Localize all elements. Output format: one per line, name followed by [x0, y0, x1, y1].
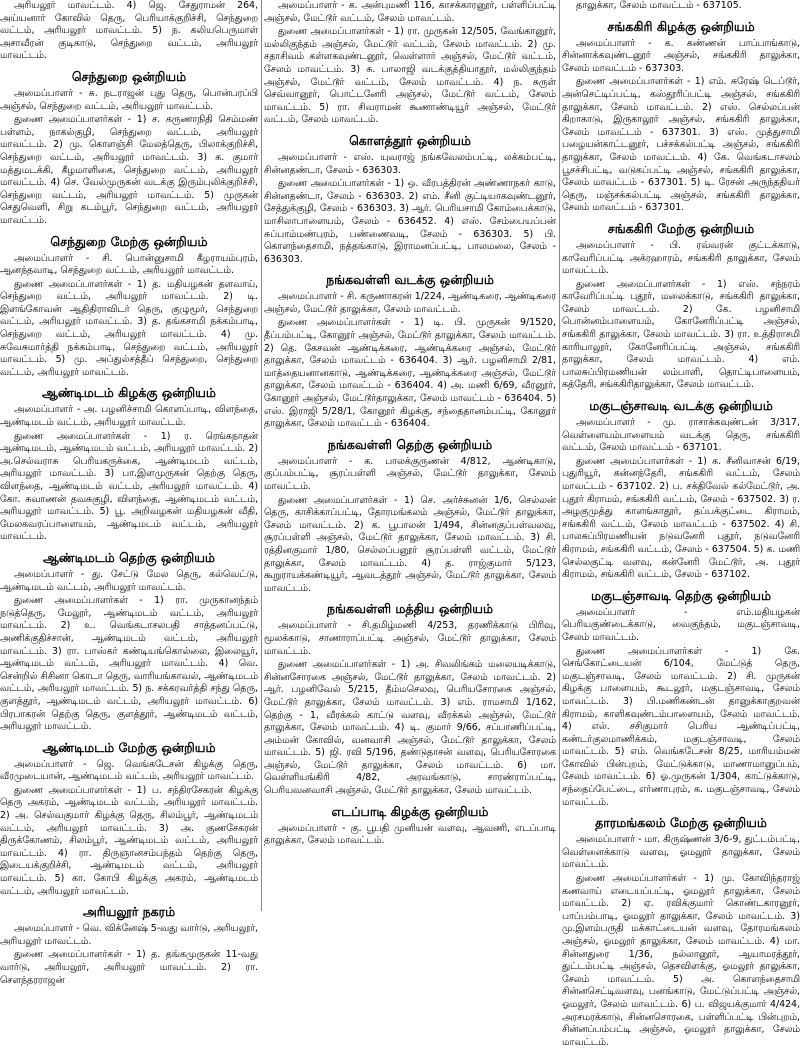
- entry-paragraph: அமைப்பாளர் - சி. பொன்னுசாமி கீழராயம்புரம், ஆனந்தவாடி, செந்துறை வட்டம், அரியலூர் மாவட்டம்.: [0, 252, 258, 277]
- column-1: [0, 0, 258, 986]
- section-heading: மகுடஞ்சாவடி தெற்கு ஒன்றியம்: [590, 587, 772, 603]
- entry-paragraph: துணை அமைப்பாளர்கள் - 1) க. சீனிவாசன் 6/19, புதுரியூர், கன்னந்தேரி, சங்ககிரி வட்டம், சேலம் மாவட்டம் - 637102. 2) ப. சக்திவேல் கல்மேட்டூர், அ. புதூர் கிராமம், சங்ககிரி வட்டம், சேலம் - 637502. 3) ர. அழகுமுத்து காளங்காதூர், தப்பக்குட்டை கிராமம், சங்ககிரி வட்டம், சேலம் மாவட்டம் - 637502. 4) சி. பாலசுப்பிரமணியன் நடுவனேரி புதூர், நடுவனேரி கிராமம், சங்ககிரி வட்டம், சேலம் - 637504. 5) க. மணி செல்லகுட்டி வளவு, கன்னேரி மேட்டூர், அ. புதூர் கிராமம், சங்ககிரி வட்டம், சேலம் - 637102.: [562, 455, 800, 581]
- section-heading: கொளத்தூர் ஒன்றியம்: [349, 132, 471, 148]
- section-heading: சங்ககிரி மேற்கு ஒன்றியம்: [607, 220, 755, 236]
- section: [264, 128, 556, 266]
- entry-paragraph: துணை அமைப்பாளர்கள் - 1) செ. அர்ச்சுனன் 1/6, செல்லன் தெரு, காசிக்காப்பட்டி, தோரமங்கலம் அஞ்சல், மேட்டூர் தாலுக்கா, சேலம் மாவட்டம். 2) க. பூபாலன் 1/494, சின்னகுப்பள்வலவு, சூரப்பள்ளி அஞ்சல், மேட்டூர் தாலுக்கா, சேலம் மாவட்டம். 3) சி. ரத்தினகுமார் 1/80, செல்லப்பனூர் சூரப்பள்ளி வட்டம், மேட்டூர் தாலுக்கா, சேலம் மாவட்டம். 4) த. ராஜ்குமார் 5/123, கூறுராயக்கண்டியூர், ஆவடத்தூர் அஞ்சல், மேட்டூர் தாலுக்கா, சேலம் மாவட்டம்.: [264, 494, 556, 594]
- section-heading: எடப்பாடி கிழக்கு ஒன்றியம்: [331, 803, 489, 819]
- section: [562, 810, 800, 1049]
- section: [0, 735, 258, 899]
- section: [0, 64, 258, 228]
- entry-paragraph: அமைப்பாளர் - க. கண்ணன் பாப்பாங்காடு, சின்னாக்கவுண்டனூர் அஞ்சல், சங்ககிரி தாலுக்கா, சேலம் மாவட்டம் - 637303.: [562, 37, 800, 74]
- entry-paragraph: துணை அமைப்பாளர்கள் - 1) ர. ரெங்கநாதன் ஆண்டிமடம், ஆண்டிமடம் வட்டம், அரியலூர் மாவட்டம். 2) அ.செல்வராசு பெரியகருக்கை, ஆண்டிமடம் வட்டம், அரியலூர் மாவட்டம். 3) பா.இளமுருகன் தெற்கு தெரு, விளந்தை, ஆண்டிமடம் வட்டம், அரியலூர் மாவட்டம். 4) கோ. சுவாணன் தவசுகுழி, விளந்தை, ஆண்டிமடம் வட்டம், அரியலூர் மாவட்டம். 5) பூ. அறிவழகன் மதியழகன் வீதி, மேலகவரப்பாளையம், ஆண்டிமடம் வட்டம், அரியலூர் மாவட்டம்.: [0, 430, 258, 543]
- entry-paragraph: துணை அமைப்பாளர்கள் - 1) ச. கருணாநிதி செம்மண் பள்ளம், நாகல்குழி, செந்துறை வட்டம், அரியலூர் மாவட்டம். 2) மு. கொளஞ்சி மேலத்தெரு, பிலாக்குறிச்சி, செந்துறை வட்டம், அரியலூர் மாவட்டம். 3) க. குமார் மத்துமடக்கி, கீழமாளிகை, செந்துறை வட்டம், அரியலூர் மாவட்டம். 4) செ. வேல்முருகன் வடக்கு இரும்புலிக்குறிச்சி, செந்துறை வட்டம், அரியலூர் மாவட்டம். 5) முருகன் செதுவெளி, சிறு கடம்பூர், செந்துறை வட்டம், அரியலூர் மாவட்டம்.: [0, 114, 258, 226]
- section: [264, 0, 556, 127]
- entry-paragraph: அமைப்பாளர் - வெ. விக்னேஷ் 5-வது வார்டு, அரியலூர், அரியலூர் மாவட்டம்.: [0, 923, 258, 947]
- section: [562, 393, 800, 582]
- column-divider: [559, 0, 560, 911]
- section: [0, 380, 258, 544]
- section: [0, 545, 258, 734]
- section-heading: மகுடஞ்சாவடி வடக்கு ஒன்றியம்: [589, 398, 773, 414]
- column-divider: [261, 0, 262, 911]
- section: [562, 0, 800, 13]
- section-heading: தாரமங்கலம் மேற்கு ஒன்றியம்: [595, 815, 767, 831]
- section-heading: ஆண்டிமடம் மேற்கு ஒன்றியம்: [42, 739, 216, 755]
- entry-paragraph: துணை அமைப்பாளர்கள் - 1) த. தங்கமுருகன் 11-வது வார்டு, அரியலூர், அரியலூர் மாவட்டம். 2) ரா. சௌந்தரராஜன்: [0, 949, 258, 986]
- entry-paragraph: அமைப்பாளர் - பி. ரவ்வரன் குட்டக்காடு, காவேரிப்பட்டி அக்ரஹாரம், சங்ககிரி தாலுக்கா, சேலம் மாவட்டம்.: [562, 239, 800, 277]
- entry-paragraph: அமைப்பாளர் - மு. ராசாக்கவுண்டன் 3/317, வெள்ளையம்பாளையம் வடக்கு தெரு, சங்ககிரி வட்டம், சேலம் மாவட்டம் - 637101.: [562, 417, 800, 454]
- entry-paragraph: துணை அமைப்பாளர்கள் - 1) டி. பி. முருகன் 9/1520, தீப்பம்பட்டி, கோனூர் அஞ்சல், மேட்டூர் தாலுக்கா, சேலம் மாவட்டம். 2) தெ. கேசவன் ஆண்டிக்கரை, ஆண்டிக்கரை அஞ்சல், மேட்டூர் தாலுக்கா, சேலம் மாவட்டம் - 636404. 3) ஆர். பழனிசாமி 2/81, மாத்தையனானகாடு, ஆண்டிக்கரை, ஆண்டிக்கரை அஞ்சல், மேட்டூர் தாலுக்கா, சேலம் மாவட்டம் - 636404. 4) அ. மணி 6/69, வீரனூர், கோனூர் அஞ்சல், மேட்டூர்தாலுக்கா, சேலம் மாவட்டம் - 636404. 5) எஸ். இராஜி 5/28/1, கோனூர் கிழக்கு, சந்தைதானம்பட்டி, கோனூர் தாலுக்கா, சேலம் மாவட்டம் - 636404.: [264, 317, 556, 430]
- entry-paragraph: துணை அமைப்பாளர்கள் - 1) ஒ. வீரபத்திரன் அண்ணாநகர் காடு, சின்னதண்டா, சேலம் - 636303. 2) எம். சீனி குட்டியாகவுண்டனூர், சேத்துக்குழி, சேலம் - 636303. 3) ஆர். பெரியசாமி கோம்பைக்காடு, மாசிலாபாளையம், சேலம் - 636452. 4) எஸ். சேம்பையப்பன் சுப்பாம்மண்புரம், பண்ணைவடி, சேலம் - 636303. 5) பி. கொளந்தைசாமி, நத்தங்காடு, இராமனப்பட்டி, பாலமலை, சேலம் - 636303.: [264, 178, 556, 265]
- entry-paragraph: அமைப்பாளர் - து. சேட்டு மேல தெரு, கல்வெட்டு, ஆண்டிமடம் வட்டம், அரியலூர் மாவட்டம்.: [0, 568, 258, 593]
- section-heading: நங்கவள்ளி தெற்கு ஒன்றியம்: [327, 436, 493, 452]
- section: [562, 583, 800, 810]
- entry-paragraph: அமைப்பாளர் - சு. நடராஜன் புது தெரு, பொன்பரப்பி அஞ்சல், செந்துறை வட்டம், அரியலூர் மாவட்டம்.: [0, 87, 258, 112]
- section: [0, 0, 258, 63]
- section: [0, 229, 258, 380]
- entry-paragraph: துணை அமைப்பாளர்கள் - 1) ரா. முருகானந்தம் நடுத்தெரு, மேலூர், ஆண்டிமடம் வட்டம், அரியலூர் மாவட்டம். 2) உ. வெங்கடாசலபதி சாத்தனப்பட்டு, அணிக்குதிச்சான், ஆண்டிமடம் வட்டம், அரியலூர் மாவட்டம். 3) ரா. பாஸ்கர் கண்டியங்கொல்லை, இலையூர், ஆண்டிமடம் வட்டம், அரியலூர் மாவட்டம். 4) வெ. சென்றில் சிசினா கொடா தெரு, வாரியங்காவல், ஆண்டிமடம் வட்டம், அரியலூர் மாவட்டம். 5) ந. சக்கரவர்த்தி சந்து தெரு, குளத்தூர், ஆண்டிமடம் வட்டம், அரியலூர் மாவட்டம். 6) பிரபாகரன் தெற்கு தெரு, குளத்தூர், ஆண்டிமடம் வட்டம், அரியலூர் மாவட்டம்.: [0, 595, 258, 733]
- entry-paragraph: அமைப்பாளர் - ஜெ. வெங்கடேசன் கிழக்கு தெரு, வீரமுடையான், ஆண்டிமடம் வட்டம், அரியலூர் மாவட்டம்.: [0, 758, 258, 783]
- entry-paragraph: துணை அமைப்பாளர்கள் - 1) ரா. முருகன் 12/505, வேங்கானூர், மல்லிகுந்தம் அஞ்சல், மேட்டூர் வட்டம், சேலம் மாவட்டம். 2) மு. சதாசிவம் கள்ளகவுண்டனூர், வெள்ளார் அஞ்சல், மேட்டூர் வட்டம், சேலம் மாவட்டம். 3) சு. பாலாஜி வடக்குத்தியாதூர், மல்லிகுந்தம் அஞ்சல், மேட்டூர் வட்டம், சேலம் மாவட்டம். 4) ந. சுருள் செவ்வானூர், பொட்டனேரி அஞ்சல், மேட்டூர் வட்டம், சேலம் மாவட்டம். 5) ரா. சிவராமன் கூணாண்டியூர் அஞ்சல், மேட்டூர் வட்டம், சேலம் மாவட்டம்.: [264, 26, 556, 126]
- entry-paragraph: துணை அமைப்பாளர்கள் - 1) அ. சிவலிங்கம் மலையடிக்காடு, சின்னசோரகை அஞ்சல், மேட்டூர் தாலுக்கா, சேலம் மாவட்டம். 2) ஆர். பழனிவேல் 5/215, தீம்மசெலவு, பெரியசோரகை அஞ்சல், மேட்டூர் தாலுக்கா, சேலம் மாவட்டம். 3) எம். ராமசாமி 1/162, தெற்கு - 1, வீரக்கல் காட்டு வளவு, வீரக்கல் அஞ்சல், மேட்டூர் தாலுக்கா, சேலம் மாவட்டம். 4) டி. குமார் 9/66, சப்பாணிப்பட்டி, அம்மன் கோவில், வனவாசி அஞ்சல், மேட்டூர் தாலுக்கா, சேலம் மாவட்டம். 5) ஜி. ரவி 5/196, தண்டுதாசன் வளவு, பெரியசோரகை அஞ்சல், மேட்டூர் தாலுக்கா, சேலம் மாவட்டம். 6) மா. வெள்ளியங்கிரி 4/82, அரவங்காடு, சாரண்ராப்பட்டி, பெரியவனவாசி அஞ்சல், மேட்டூர் தாலுக்கா, சேலம் மாவட்டம்.: [264, 659, 556, 797]
- column-2: [264, 0, 556, 911]
- entry-paragraph: துணை அமைப்பாளர்கள் - 1) த. மதியழகன் தளவாய், செந்துறை வட்டம், அரியலூர் மாவட்டம். 2) டி. இளங்கோவன் ஆதிதிராவிடர் தெரு, குழுமூர், செந்துறை வட்டம், அரியலூர் மாவட்டம். 3) த. தங்கசாமி நக்கம்பாடி, செந்துறை வட்டம், அரியலூர் மாவட்டம். 4) மு. சுவேசுமார்த்தி நக்கம்பாடி, செந்துறை வட்டம், அரியலூர் மாவட்டம். 5) மு. அப்துல்சத்தீப் செந்துறை, செந்துறை வட்டம், அரியலூர் மாவட்டம்.: [0, 278, 258, 378]
- entry-paragraph: துணை அமைப்பாளர்கள் - 1) கே. செங்கோட்டையன் 6/104, மேட்டுத் தெரு, மகுடஞ்சாவடி, சேலம் மாவட்டம். 2) சி. முருகன் கிழக்கு பாளையம், கூடலூர், மகுடஞ்சாவடி, சேலம் மாவட்டம். 3) பி.மணிகண்டன் தானுக்காகுறவன் கிராமம், காளிகவுண்டம்பாளையம், சேலம் மாவட்டம். 4) எல். சசிகுமார் பெரிய ஆண்டிப்பட்டி, கண்டர்குலமாணிக்கம், மகுடஞ்சாவடி, சேலம் மாவட்டம். 5) எம். வெங்கடேசன் 8/25, மாரியம்மன் கோவில் பின்புறம், மேட்டுக்காடு, மாணாமானுப்பம், சேலம் மாவட்டம். 6) ஓ.முருகன் 1/304, காட்டுக்காடு, சந்தைப்பேட்டை, எர்ணாபுரம், க. மகுடஞ்சாவடி, சேலம் மாவட்டம்.: [562, 645, 800, 808]
- section: [264, 799, 556, 848]
- entry-paragraph: அமைப்பாளர் - க. அன்புமணி 116, காசக்காரனூர், பள்ளிப்பட்டி அஞ்சல், மேட்டூர் வட்டம், சேலம் மாவட்டம்.: [264, 0, 556, 24]
- section: [0, 899, 258, 987]
- entry-paragraph: அமைப்பாளர் - சி.தமிழ்மணி 4/253, தரணிக்காடு பிரிவு, மூலக்காடு, சாணாராப்பட்டி அஞ்சல், மேட்டூர் தாலுக்கா, சேலம் மாவட்டம்.: [264, 620, 556, 657]
- section-heading: அரியலூர் நகரம்: [82, 904, 176, 920]
- entry-paragraph: அமைப்பாளர் - எம்.மதியழகன் பெரியகுண்டைக்காடு, வைகுந்தம், மகுடஞ்சாவடி, சேலம் மாவட்டம்.: [562, 606, 800, 643]
- entry-paragraph: அமைப்பாளர் - க. பாலக்குருணன் 4/812, ஆண்டிகாடு, குப்பம்பட்டி, சூரப்பள்ளி அஞ்சல், மேட்டூர் தாலுக்கா, சேலம் மாவட்டம்.: [264, 455, 556, 492]
- entry-paragraph: அமைப்பாளர் - அ. பழனிச்சாமி கொளப்பாடி, விளந்தை, ஆண்டிமடம் வட்டம், அரியலூர் மாவட்டம்.: [0, 404, 258, 429]
- entry-paragraph: துணை அமைப்பாளர்கள் - 1) எம். சுரேஷ் டெப்டூர், அன்செட்டிப்பட்டி, கஸ்தூரிப்பட்டி அஞ்சல், சங்ககிரி தாலுக்கா, சேலம் மாவட்டம். 2) எஸ். செல்லப்பன் கிறாகாடு, இருகாலூர் அஞ்சல், சங்ககிரி தாலுக்கா, சேலம் மாவட்டம் - 637301. 3) எஸ். முத்துசாமி பழையன்காட்டனூர், பச்சக்கல்பட்டி அஞ்சல், சங்ககிரி தாலுக்கா, சேலம் மாவட்டம். 4) கே. வெங்கடாசலம் பூசச்சிபட்டி, வடுகப்பட்டி அஞ்சல், சங்ககிரி தாலுக்கா, சேலம் மாவட்டம் - 637301. 5) டி. ரேசன் அருந்ததியர் தெரு, மஞ்சக்கல்பட்டி அஞ்சல், சங்ககிரி தாலுக்கா, சேலம் மாவட்டம் - 637301.: [562, 76, 800, 214]
- entry-paragraph: அமைப்பாளர் - சி. கருணாகரன் 1/224, ஆண்டிகரை, ஆண்டிகரை அஞ்சல், மேட்டூர் தாலுக்கா, சேலம் மாவட்டம்.: [264, 291, 556, 315]
- entry-paragraph: துணை அமைப்பாளர்கள் - 1) எஸ். சந்நரம் காவேரிப்பட்டி புதூர், மலைக்காடு, சங்ககிரி தாலுக்கா, சேலம் மாவட்டம். 2) கே. பழனிசாமி பொன்னம்பாளையம், கோனேரிப்பட்டி அஞ்சல், சங்ககிரி தாலுக்கா, சேலம் மாவட்டம். 3) ரா. உத்திராசமி காரியாலூர், கோனேரிப்பட்டி அஞ்சல், சங்ககிரி தாலுக்கா, சேலம் மாவட்டம். 4) எம். பாலசுப்பிரமணியன் லம்பாளி, தொட்டிபாளையம், கத்தேரி, சங்ககிரிதாலுக்கா, சேலம் மாவட்டம்.: [562, 278, 800, 391]
- entry-paragraph: துணை அமைப்பாளர்கள் - 1) மு. கோவிந்தராஜ் கணவாய் எடையப்பட்டி, ஓமலூர் தாலுக்கா, சேலம் மாவட்டம். 2) ஏ. ரவிக்குமார் கொண்டகாரனூர், பாப்பம்பாடி, ஓமலூர் தாலுக்கா, சேலம் மாவட்டம். 3) மு.இளம்பருதி மக்காட்டையன் வளவு, தோரமங்கலம் அஞ்சல், ஓமலூர் தாலுக்கா, சேலம் மாவட்டம். 4) மா. சின்னதுரை 1/36, நல்லானூர், ஆயாமரத்தூர், துட்டம்பட்டி அஞ்சல், தெசவிளக்கு, ஓமலூர் தாலுக்கா, சேலம் மாவட்டம். 5) அ. கொளந்தைசாமி சின்னசெட்டிவளவு, பனங்காடு, மேட்டுப்பட்டி அஞ்சல், ஓமலூர், சேலம் மாவட்டம். 6) ப. விஜயக்குமார் 4/424, அரசமரக்காடு, சின்னசொரகை, பள்ளிப்பட்டி பின்புறம், சின்னப்பம்பட்டி அஞ்சல், ஓமலூர் தாலுக்கா, சேலம் மாவட்டம்.: [562, 873, 800, 1048]
- section-heading: செந்துறை ஒன்றியம்: [71, 68, 187, 84]
- entry-paragraph: தாலுக்கா, சேலம் மாவட்டம் - 637105.: [576, 0, 742, 11]
- section: [264, 267, 556, 431]
- entry-paragraph: துணை அமைப்பாளர்கள் - 1) ப. சந்திரசேகரன் கிழக்கு தெரு அகரம், ஆண்டிமடம் வட்டம், அரியலூர் மாவட்டம். 2) அ. செல்வகுமார் கிழக்கு தெரு, சிலம்பூர், ஆண்டிமடம் வட்டம், அரியலூர் மாவட்டம். 3) அ. குணசேகரன் திருக்கோணம், சிலம்பூர், ஆண்டிமடம் வட்டம், அரியலூர் மாவட்டம். 4) ரா. திருஞானசம்பந்தம் தெற்கு தெரு, இடையக்குறிச்சி, ஆண்டிமடம் வட்டம், அரியலூர் மாவட்டம். 5) கா. கோபி கிழக்கு அகரம், ஆண்டிமடம் வட்டம், அரியலூர் மாவட்டம்.: [0, 784, 258, 897]
- section: [264, 432, 556, 596]
- entry-paragraph: அமைப்பாளர் - எஸ். யுவராஜ் நங்கவேலம்பட்டி, லக்கம்பட்டி, சின்னதண்டா, சேலம் - 636303.: [264, 151, 556, 176]
- entry-paragraph: அமைப்பாளர் - கு. பூபதி முனியன் வளவு, ஆவணி, எடப்பாடி தாலுக்கா, சேலம் மாவட்டம்.: [264, 822, 556, 847]
- section-heading: ஆண்டிமடம் கிழக்கு ஒன்றியம்: [42, 385, 216, 401]
- entry-paragraph: அரியலூர் மாவட்டம். 4) ஜெ. சேதுராமன் 264, அய்யனார் கோவில் தெரு, பெரியாக்குறிச்சி, செந்துறை வட்டம், அரியலூர் மாவட்டம். 5) ந. கலியபெருமாள் அசாவீரன் குடிகாடு, செந்துறை வட்டம், அரியலூர் மாவட்டம்.: [0, 0, 258, 62]
- section-heading: நங்கவள்ளி வடக்கு ஒன்றியம்: [326, 272, 494, 288]
- entry-paragraph: அமைப்பாளர் - மா. கிருஷ்ணன் 3/6-9, துட்டம்பட்டி, வெள்ளைக்காடு வளவு, ஓமலூர் தாலுக்கா, சேலம் மாவட்டம்.: [562, 834, 800, 871]
- section-heading: செந்துறை மேற்கு ஒன்றியம்: [50, 233, 208, 249]
- section: [562, 216, 800, 392]
- section-heading: சங்ககிரி கிழக்கு ஒன்றியம்: [607, 18, 755, 34]
- section: [562, 14, 800, 215]
- section-heading: நங்கவள்ளி மத்திய ஒன்றியம்: [326, 601, 493, 617]
- section-heading: ஆண்டிமடம் தெற்கு ஒன்றியம்: [43, 549, 215, 565]
- section: [264, 596, 556, 797]
- column-3: [562, 0, 800, 1048]
